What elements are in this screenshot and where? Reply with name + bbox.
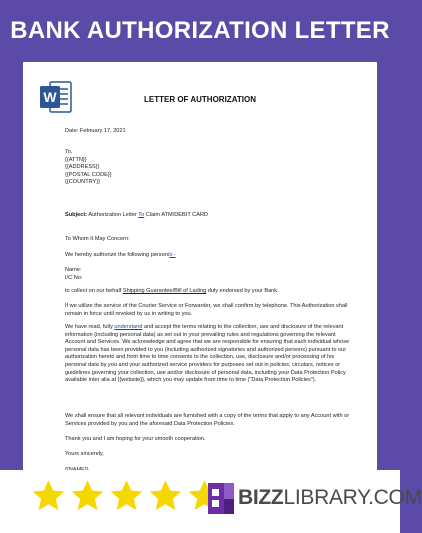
authorize-line bbox=[65, 252, 355, 260]
understand-link[interactable]: understand bbox=[114, 324, 143, 330]
recipient-attn: {{ATTN}} bbox=[65, 156, 87, 163]
star-icon bbox=[108, 478, 145, 514]
dp-text-post: and accept the terms relating to the collection, use and disclosure of the relevant information (including personal data) as set out in your prevailing rules and regulations governing the relevant Account and Services. We acknowledge and agree that we are responsible for ensuring that each individual whose personal data has been provided to you (including authorized signatories and authorized persons) pursuant to our authorization hereto and from time to time consents to the collection, use, disclosure and/or processing of his personal data by you and your authorized service providers for purposes set out in policies, circulars, notices or guidelines governing your collection, use and/or disclosure of personal data, including your Data Protection Policy available inter alia at {{website}}, which you may update from time to time ("Data Protection Policies"). bbox=[65, 324, 350, 384]
subject-text-post: Claim ATM/DEBIT CARD bbox=[144, 212, 209, 218]
subject-label: Subject: bbox=[65, 212, 88, 218]
svg-text:W: W bbox=[43, 89, 57, 105]
ic-label: I/C No: bbox=[65, 274, 83, 281]
closing-line: Yours sincerely, bbox=[65, 451, 104, 457]
logo-brand: BIZZ bbox=[238, 486, 284, 509]
courier-paragraph: If we utilize the service of the Courier Service or Forwarder, we shall confirm by telephone. This Authorization shall remain in force until revoked by us in writing to you. bbox=[65, 303, 348, 317]
thanks-line: Thank you and I am hoping for your smooth cooperation. bbox=[65, 436, 206, 442]
star-icon bbox=[30, 478, 67, 514]
letter-date: Date: February 17, 2021 bbox=[65, 128, 126, 134]
subject-link[interactable]: To bbox=[138, 212, 145, 218]
bizzlibrary-logo-text bbox=[238, 486, 422, 510]
recipient-postal: {{POSTAL CODE}} bbox=[65, 171, 112, 178]
collect-line bbox=[65, 288, 355, 296]
logo-domain: LIBRARY.COM bbox=[283, 486, 422, 509]
dp-text-pre: We have read, fully bbox=[65, 324, 115, 330]
authorize-link[interactable]: s:- bbox=[169, 252, 176, 258]
collect-text-pre: to collect on our behalf bbox=[65, 288, 123, 294]
star-icon bbox=[69, 478, 106, 514]
collect-text-post: duly endorsed by your Bank. bbox=[206, 288, 279, 294]
name-label: Name: bbox=[65, 267, 82, 273]
bizzlibrary-logo-icon bbox=[208, 483, 234, 514]
collect-link[interactable]: Shipping Guarantee/Bill of Lading bbox=[122, 288, 207, 294]
banner-title: BANK AUTHORIZATION LETTER bbox=[10, 17, 390, 44]
letter-document bbox=[23, 62, 377, 529]
subject-line bbox=[65, 212, 355, 220]
recipient-country: {{COUNTRY}} bbox=[65, 179, 101, 186]
person-fields bbox=[65, 267, 355, 282]
subject-text-pre: Authorization Letter bbox=[87, 212, 139, 218]
star-icon bbox=[147, 478, 184, 514]
authorize-text: We hereby authorize the following person/ bbox=[65, 252, 170, 258]
letter-title: LETTER OF AUTHORIZATION bbox=[144, 95, 256, 104]
ensure-paragraph: We shall ensure that all relevant individuals are furnished with a copy of the terms that apply to any Account with or Services provided by you and the aforesaid Data Protection Policies. bbox=[65, 413, 350, 427]
data-protection-paragraph bbox=[65, 324, 355, 385]
salutation: To Whom It May Concern: bbox=[65, 236, 130, 242]
recipient-address: {{ADDRESS}} bbox=[65, 164, 100, 171]
recipient-block bbox=[65, 149, 355, 187]
rating-stars bbox=[30, 478, 223, 514]
recipient-to: To, bbox=[65, 149, 73, 155]
